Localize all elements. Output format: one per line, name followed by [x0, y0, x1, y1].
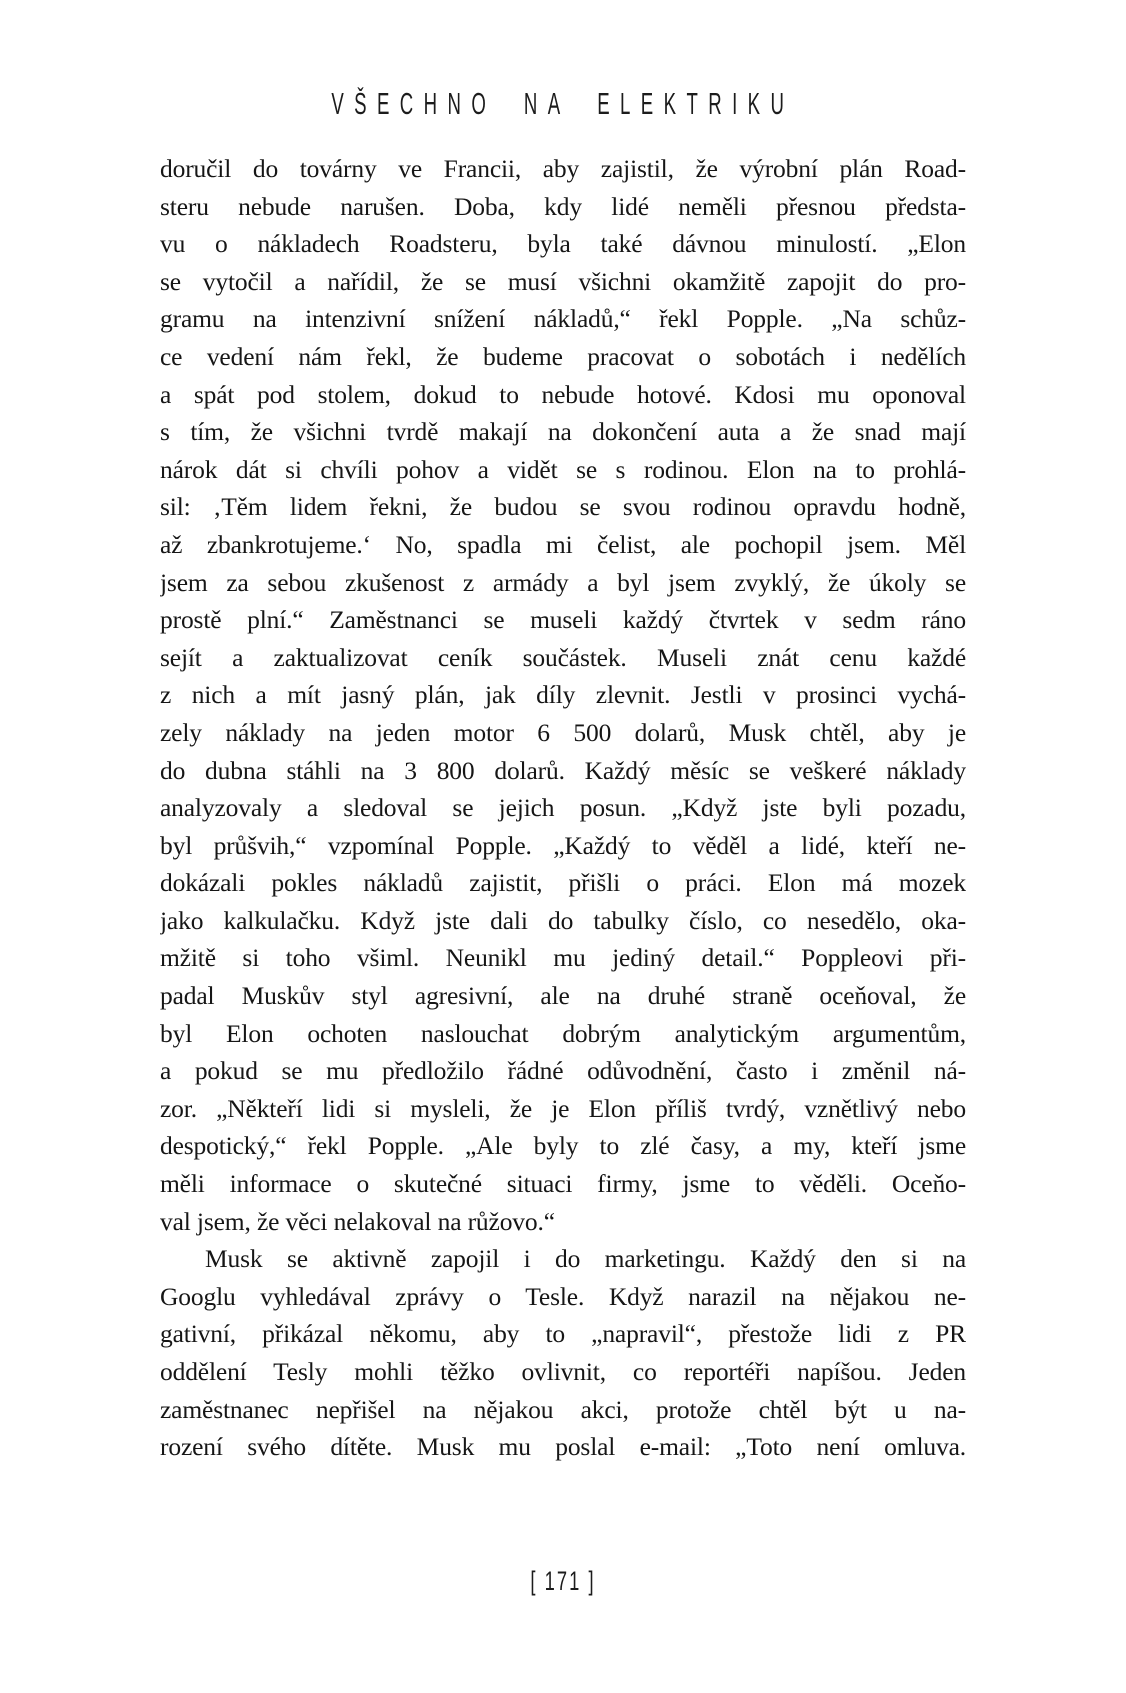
text-line: doručil do továrny ve Francii, aby zajistil, že výrobní plán Road- [160, 154, 966, 183]
text-line: gramu na intenzivní snížení nákladů,“ řekl Popple. „Na schůz- [160, 304, 966, 334]
text-line: dokázali pokles nákladů zajistit, přišli o práci. Elon má mozek [160, 868, 966, 898]
page-footer [0, 1566, 1126, 1597]
text-line: Googlu vyhledával zprávy o Tesle. Když narazil na nějakou ne- [160, 1281, 966, 1311]
text-line: despotický,“ řekl Popple. „Ale byly to zlé časy, a my, kteří jsme [160, 1131, 966, 1161]
text-line: oddělení Tesly mohli těžko ovlivnit, co reportéři napíšou. Jeden [160, 1357, 966, 1386]
text-line: vu o nákladech Roadsteru, byla také dávnou minulostí. „Elon [160, 229, 966, 259]
text-line: Musk se aktivně zapojil i do marketingu. Každý den si na [205, 1244, 966, 1274]
text-line: až zbankrotujeme.‘ No, spadla mi čelist, ale pochopil jsem. Měl [160, 529, 966, 559]
text-line: zor. „Někteří lidi si mysleli, že je Elon příliš tvrdý, vznětlivý nebo [160, 1093, 966, 1123]
text-line: padal Muskův styl agresivní, ale na druhé straně oceňoval, že [160, 981, 966, 1011]
chapter-title: VŠECHNO NA ELEKTRIKU [331, 86, 795, 121]
text-line: měli informace o skutečné situaci firmy, jsme to věděli. Oceňo- [160, 1169, 966, 1199]
text-line: byl průšvih,“ vzpomínal Popple. „Každý to věděl a lidé, kteří ne- [160, 830, 966, 860]
text-line: zely náklady na jeden motor 6 500 dolarů, Musk chtěl, aby je [160, 717, 966, 747]
body-text [160, 150, 966, 1466]
text-line: se vytočil a nařídil, že se musí všichni okamžitě zapojit do pro- [160, 266, 966, 296]
text-line: sil: ‚Těm lidem řekni, že budou se svou rodinou opravdu hodně, [160, 492, 966, 522]
text-line: s tím, že všichni tvrdě makají na dokončení auta a že snad mají [160, 417, 966, 447]
text-line: z nich a mít jasný plán, jak díly zlevnit. Jestli v prosinci vychá- [160, 680, 966, 710]
text-line: ce vedení nám řekl, že budeme pracovat o sobotách i nedělích [160, 341, 966, 371]
text-line: a pokud se mu předložilo řádné odůvodnění, často i změnil ná- [160, 1056, 966, 1086]
text-line: do dubna stáhli na 3 800 dolarů. Každý měsíc se veškeré náklady [160, 755, 966, 785]
text-line: zaměstnanec nepřišel na nějakou akci, protože chtěl být u na- [160, 1394, 966, 1424]
text-line: sejít a zaktualizovat ceník součástek. Museli znát cenu každé [160, 642, 966, 672]
text-line: nárok dát si chvíli pohov a vidět se s rodinou. Elon na to prohlá- [160, 454, 966, 484]
text-line: val jsem, že věci nelakoval na růžovo.“ [160, 1206, 555, 1236]
running-head [0, 86, 1126, 122]
text-line: analyzovaly a sledoval se jejich posun. „Když jste byli pozadu, [160, 793, 966, 823]
text-line: prostě plní.“ Zaměstnanci se museli každý čtvrtek v sedm ráno [160, 605, 966, 635]
text-line: byl Elon ochoten naslouchat dobrým analytickým argumentům, [160, 1018, 966, 1048]
text-line: rození svého dítěte. Musk mu poslal e-mail: „Toto není omluva. [160, 1432, 966, 1462]
text-line: steru nebude narušen. Doba, kdy lidé neměli přesnou předsta- [160, 191, 966, 221]
text-line: jsem za sebou zkušenost z armády a byl jsem zvyklý, že úkoly se [160, 567, 966, 597]
text-line: mžitě si toho všiml. Neunikl mu jediný detail.“ Poppleovi při- [160, 943, 966, 973]
text-line: jako kalkulačku. Když jste dali do tabulky číslo, co nesedělo, oka- [160, 905, 966, 935]
text-line: gativní, přikázal někomu, aby to „napravil“, přestože lidi z PR [160, 1319, 966, 1349]
text-line: a spát pod stolem, dokud to nebude hotové. Kdosi mu oponoval [160, 379, 966, 409]
page-number: [ 171 ] [530, 1566, 596, 1596]
